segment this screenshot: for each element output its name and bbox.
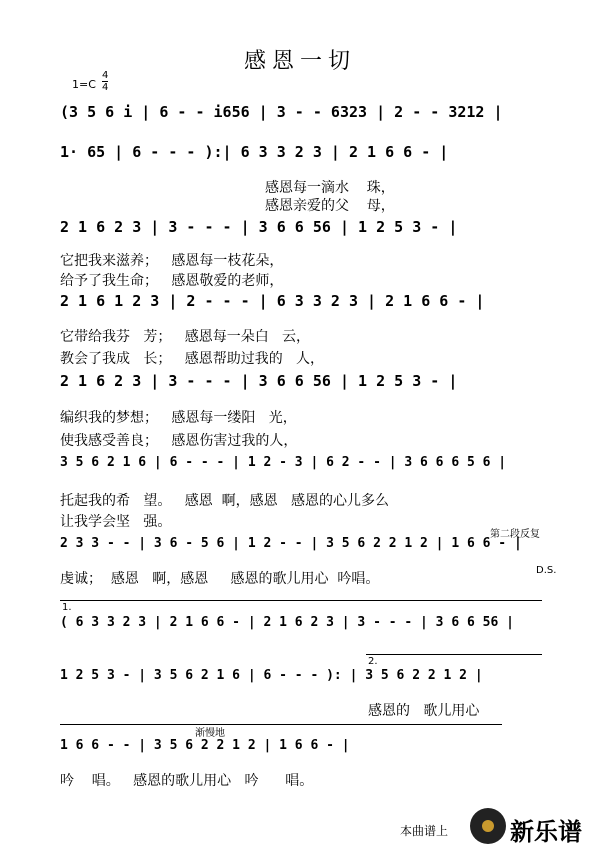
lyric-line: 感恩每一滴水 珠， xyxy=(265,180,395,196)
music-line-9 xyxy=(60,668,550,698)
music-line-4 xyxy=(60,292,550,322)
notation: 3 5 6 2 1 6 | 6 - - - | 1 2 - 3 | 6 2 - - | 3 6 6 6 5 6 | xyxy=(60,455,507,470)
music-line-10 xyxy=(60,738,550,768)
lyric-line: 吟 唱。 感恩的歌儿用心 吟 唱。 xyxy=(60,773,314,789)
lyric-line: 它带给我芬 芳； 感恩每一朵白 云， xyxy=(60,329,311,345)
music-line-7 xyxy=(60,536,550,566)
music-line-8 xyxy=(60,615,550,645)
lyric-line: 编织我的梦想； 感恩每一缕阳 光， xyxy=(60,410,297,426)
volta-2-label: 2. xyxy=(368,656,378,667)
lyric-line: 托起我的希 望。 感恩 啊，感恩 感恩的心儿多么 xyxy=(60,493,389,509)
repeat-note: 第二段反复 xyxy=(490,529,540,540)
music-line-5 xyxy=(60,372,550,402)
notation: 2 3 3 - - | 3 6 - 5 6 | 1 2 - - | 3 5 6 2 2 1 2 | 1 6 6 - | xyxy=(60,536,522,551)
ds-marker: D.S. xyxy=(536,565,557,576)
lyric-line: 教会了我成 长； 感恩帮助过我的 人， xyxy=(60,351,325,367)
time-sig-bottom: 4 xyxy=(102,82,109,93)
lyric-line: 感恩的 歌儿用心 xyxy=(368,703,480,719)
music-line-2 xyxy=(60,143,550,173)
notation: 1· 65 | 6 - - - ):| 6 3 3 2 3 | 2 1 6 6 - | xyxy=(60,143,449,161)
song-title: 感恩一切 xyxy=(243,49,356,74)
notation: 1 2 5 3 - | 3 5 6 2 1 6 | 6 - - - ): | 3 5 6 2 2 1 2 | xyxy=(60,668,483,683)
volta-bracket-2 xyxy=(366,654,542,655)
notation: (3 5 6 i | 6 - - i656 | 3 - - 6323 | 2 - - 3212 | xyxy=(60,103,503,121)
lyric-line: 虔诚； 感恩 啊，感恩 感恩的歌儿用心 吟唱。 xyxy=(60,571,380,587)
lyric-line: 它把我来滋养； 感恩每一枝花朵， xyxy=(60,253,284,269)
key-signature: 1=C xyxy=(72,78,96,91)
time-signature xyxy=(102,70,108,93)
volta-bracket xyxy=(60,600,542,601)
rit-marking: 渐慢地 xyxy=(195,728,225,739)
volta-1-label: 1. xyxy=(62,602,72,613)
vinyl-record-icon xyxy=(470,808,506,844)
notation: 2 1 6 2 3 | 3 - - - | 3 6 6 56 | 1 2 5 3 - | xyxy=(60,372,458,390)
time-sig-top: 4 xyxy=(102,70,109,81)
notation: 2 1 6 2 3 | 3 - - - | 3 6 6 56 | 1 2 5 3 - | xyxy=(60,218,458,236)
notation: 2 1 6 1 2 3 | 2 - - - | 6 3 3 2 3 | 2 1 6 6 - | xyxy=(60,292,485,310)
lyric-line: 感恩亲爱的父 母， xyxy=(265,198,395,214)
music-line-1 xyxy=(60,103,550,133)
notation: ( 6 3 3 2 3 | 2 1 6 6 - | 2 1 6 2 3 | 3 - - - | 3 6 6 56 | xyxy=(60,615,514,630)
lyric-line: 使我感受善良； 感恩伤害过我的人， xyxy=(60,433,298,449)
brand-logo: 新乐谱 xyxy=(510,818,582,846)
notation: 1 6 6 - - | 3 5 6 2 2 1 2 | 1 6 6 - | xyxy=(60,738,350,753)
footer-text: 本曲谱上 xyxy=(400,824,449,838)
music-line-3 xyxy=(60,218,550,248)
lyric-line: 给予了我生命； 感恩敬爱的老师， xyxy=(60,273,284,289)
music-line-6 xyxy=(60,455,550,485)
volta-bracket-3 xyxy=(60,724,502,725)
lyric-line: 让我学会坚 强。 xyxy=(60,514,172,530)
